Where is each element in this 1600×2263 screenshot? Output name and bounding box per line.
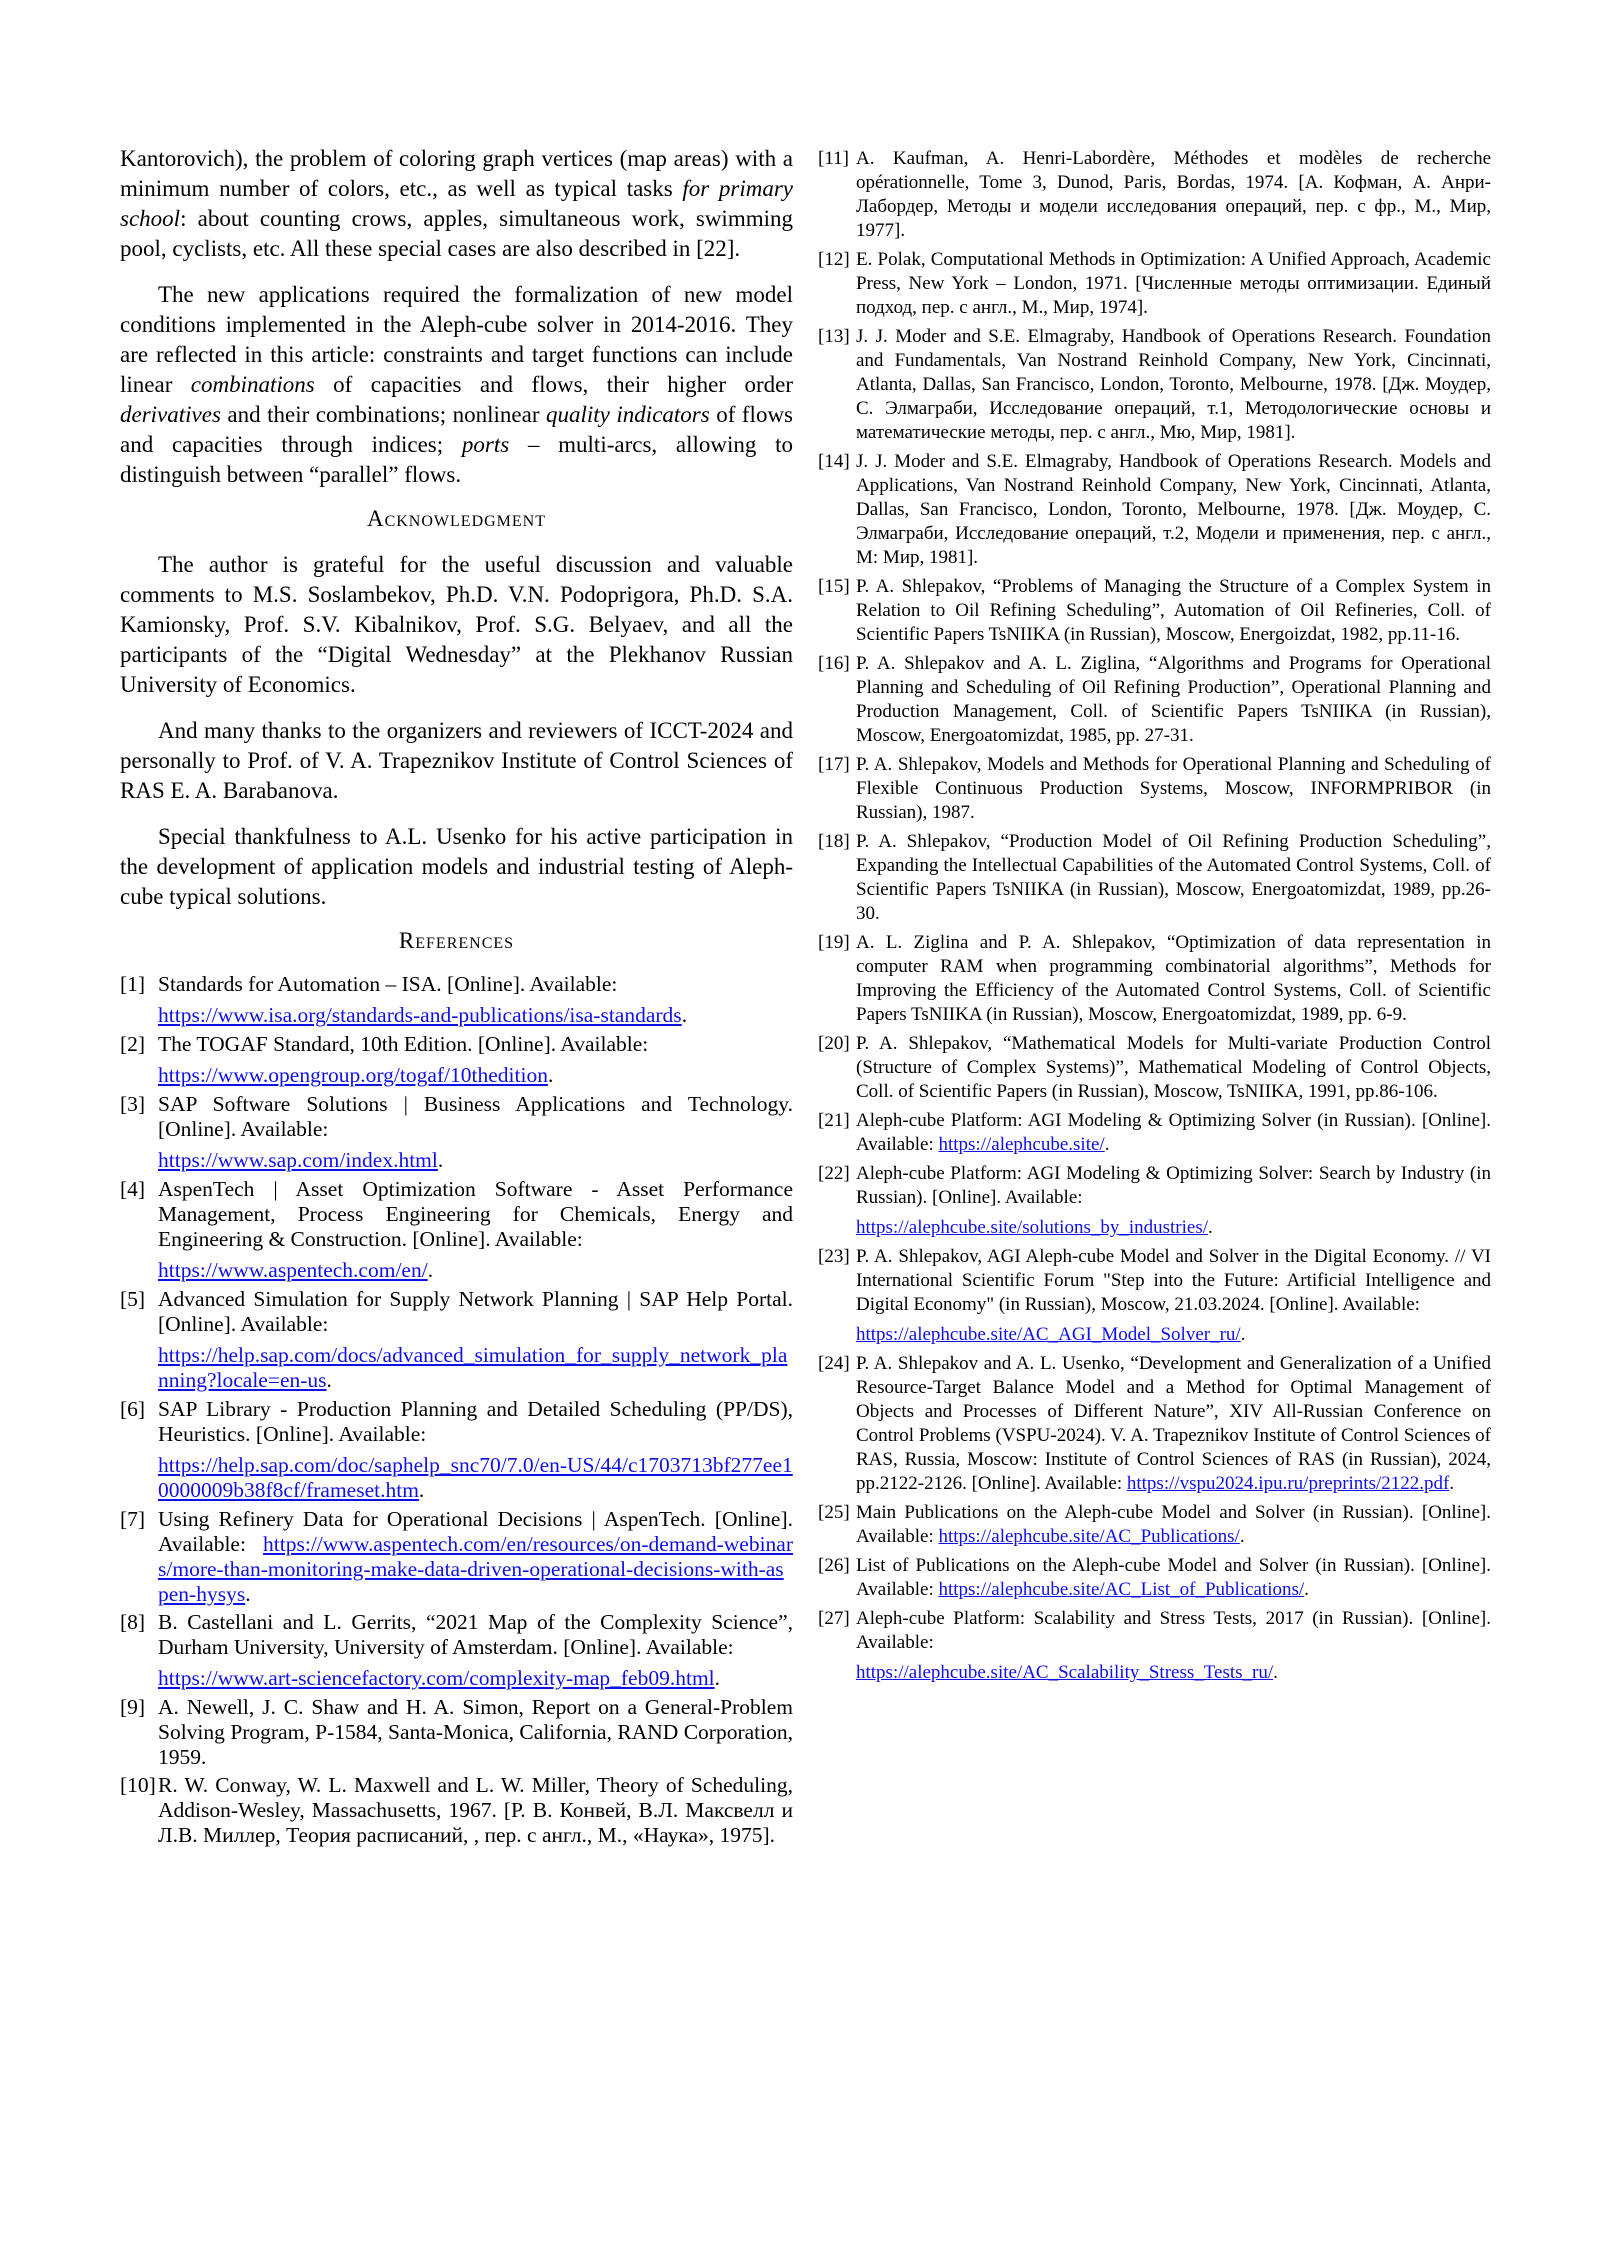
reference-link[interactable]: https://www.isa.org/standards-and-publications/isa-standards bbox=[158, 1003, 682, 1027]
reference-link[interactable]: https://alephcube.site/AC_Publications/ bbox=[938, 1526, 1240, 1547]
reference-label: [22] bbox=[818, 1163, 850, 1184]
reference-label: [5] bbox=[120, 1287, 146, 1311]
reference-text: A. Newell, J. C. Shaw and H. A. Simon, Report on a General-Problem Solving Program, P-1584, Santa-Monica, California, RAND Corporation, 1959. bbox=[158, 1695, 793, 1769]
reference-label: [20] bbox=[818, 1033, 850, 1054]
reference-text: P. A. Shlepakov, “Production Model of Oil Refining Production Scheduling”, Expanding the Intellectual Capabilities of the Automated Control Systems, Coll. of Scientific Papers TsNIIKA (in Russian), Moscow, Energoatomizdat, 1989, pp.26-30. bbox=[856, 831, 1491, 924]
link-tail: . bbox=[437, 1148, 444, 1172]
reference-text: R. W. Conway, W. L. Maxwell and L. W. Miller, Theory of Scheduling, Addison-Wesley, Massachusetts, 1967. [Р. В. Конвей, В.Л. Максвелл и Л.В. Миллер, Теория расписаний, , пер. с англ., М., «Наука», 1975]. bbox=[158, 1773, 793, 1847]
url-line bbox=[856, 1323, 1491, 1347]
acknowledgment-paragraphs bbox=[120, 550, 793, 912]
reference-text: P. A. Shlepakov and A. L. Ziglina, “Algorithms and Programs for Operational Planning and Scheduling of Oil Refining Production”, Operational Planning and Production Management, Coll. of Scientific Papers TsNIIKA (in Russian), Moscow, Energoatomizdat, 1985, pp. 27-31. bbox=[856, 653, 1491, 746]
reference-link[interactable]: https://www.art-sciencefactory.com/complexity-map_feb09.html bbox=[158, 1666, 715, 1690]
left-column bbox=[120, 144, 793, 1851]
reference-label: [14] bbox=[818, 451, 850, 472]
body-paragraphs bbox=[120, 144, 793, 490]
link-tail: . bbox=[1273, 1662, 1278, 1683]
reference-item bbox=[818, 450, 1491, 570]
reference-item bbox=[120, 1610, 793, 1691]
reference-item bbox=[818, 830, 1491, 926]
reference-label: [18] bbox=[818, 831, 850, 852]
reference-label: [23] bbox=[818, 1246, 850, 1267]
url-line bbox=[158, 1453, 793, 1503]
reference-text: P. A. Shlepakov, “Mathematical Models for Multi-variate Production Control (Structure of Complex Systems)”, Mathematical Modeling of Control Objects, Coll. of Scientific Papers (in Russian), Moscow, TsNIIKA, 1991, pp.86-106. bbox=[856, 1033, 1491, 1102]
reference-item bbox=[818, 1245, 1491, 1347]
paragraph-text: : about counting crows, apples, simultaneous work, swimming pool, cyclists, etc. All these special cases are also described in [22]. bbox=[120, 206, 793, 261]
right-column bbox=[818, 147, 1491, 1690]
reference-text: E. Polak, Computational Methods in Optimization: A Unified Approach, Academic Press, New York – London, 1971. [Численные методы оптимизации. Единый подход, пер. с англ., М., Мир, 1974]. bbox=[856, 249, 1491, 318]
url-line bbox=[856, 1661, 1491, 1685]
link-tail: . bbox=[714, 1666, 721, 1690]
acknowledgment-heading: Acknowledgment bbox=[366, 506, 547, 531]
link-tail: . bbox=[418, 1478, 425, 1502]
reference-label: [11] bbox=[818, 148, 849, 169]
reference-link[interactable]: https://www.aspentech.com/en/ bbox=[158, 1258, 428, 1282]
body-paragraph bbox=[120, 550, 793, 700]
body-paragraph bbox=[120, 280, 793, 490]
reference-item bbox=[818, 1352, 1491, 1496]
reference-item bbox=[120, 1092, 793, 1173]
reference-item bbox=[818, 652, 1491, 748]
url-line bbox=[856, 1216, 1491, 1240]
reference-label: [17] bbox=[818, 754, 850, 775]
reference-text: Standards for Automation – ISA. [Online]. Available: bbox=[158, 972, 618, 996]
reference-text: J. J. Moder and S.E. Elmagraby, Handbook of Operations Research. Models and Applications, Van Nostrand Reinhold Company, New York, Cincinnati, Atlanta, Dallas, San Francisco, London, Toronto, Melbourne, 1978. [Дж. Моудер, С. Элмаграби, Исследование операций, т.2, Модели и применения, пер. с англ., М: Мир, 1981]. bbox=[856, 451, 1491, 568]
reference-label: [25] bbox=[818, 1502, 850, 1523]
reference-text: P. A. Shlepakov, Models and Methods for Operational Planning and Scheduling of Flexible Continuous Production Systems, Moscow, INFORMPRIBOR (in Russian), 1987. bbox=[856, 754, 1491, 823]
reference-link[interactable]: https://www.opengroup.org/togaf/10thedition bbox=[158, 1063, 548, 1087]
link-tail: . bbox=[1240, 1324, 1246, 1345]
link-tail: . bbox=[681, 1003, 688, 1027]
reference-text: SAP Library - Production Planning and Detailed Scheduling (PP/DS), Heuristics. [Online]. Available: bbox=[158, 1397, 793, 1446]
reference-link[interactable]: https://vspu2024.ipu.ru/preprints/2122.pdf bbox=[1126, 1473, 1450, 1494]
reference-text: . bbox=[1104, 1134, 1110, 1155]
reference-label: [12] bbox=[818, 249, 850, 270]
paragraph-text: of capacities and flows, their higher order bbox=[314, 372, 793, 397]
reference-text: Using Refinery Data for Operational Decisions | AspenTech. [Online]. Available: bbox=[158, 1507, 793, 1556]
reference-label: [7] bbox=[120, 1507, 146, 1531]
reference-text: J. J. Moder and S.E. Elmagraby, Handbook of Operations Research. Foundation and Fundamentals, Van Nostrand Reinhold Company, New York, Cincinnati, Atlanta, Dallas, San Francisco, London, Toronto, Melbourne, 1978. [Дж. Моудер, С. Элмаграби, Исследование операций, т.1, Методологические основы и математические методы, пер. с англ., Мю, Мир, 1981]. bbox=[856, 326, 1491, 443]
reference-label: [19] bbox=[818, 932, 850, 953]
reference-label: [1] bbox=[120, 972, 146, 996]
reference-item bbox=[120, 1397, 793, 1503]
paragraph-text: The new applications required the formalization of new model conditions implemented in the Aleph-cube solver in 2014-2016. They are reflected in this article: constraints and target functions can include linear bbox=[120, 282, 793, 397]
link-tail: . bbox=[1208, 1217, 1213, 1238]
link-tail: . bbox=[547, 1063, 554, 1087]
reference-item bbox=[818, 325, 1491, 445]
paragraph-text: – multi-arcs, allowing to distinguish between “parallel” flows. bbox=[120, 432, 793, 487]
reference-label: [21] bbox=[818, 1110, 850, 1131]
reference-text: Advanced Simulation for Supply Network Planning | SAP Help Portal. [Online]. Available: bbox=[158, 1287, 793, 1336]
link-tail: . bbox=[427, 1258, 434, 1282]
reference-item bbox=[120, 1695, 793, 1770]
reference-item bbox=[818, 1607, 1491, 1685]
reference-text: SAP Software Solutions | Business Applications and Technology. [Online]. Available: bbox=[158, 1092, 793, 1141]
paragraph-text: The author is grateful for the useful discussion and valuable comments to M.S. Soslambekov, Ph.D. V.N. Podoprigora, Ph.D. S.A. Kamionsky, Prof. S.V. Kibalnikov, Prof. S.G. Belyaev, and all the participants of the “Digital Wednesday” at the Plekhanov Russian University of Economics. bbox=[120, 552, 793, 697]
reference-text: Aleph-cube Platform: AGI Modeling & Optimizing Solver: Search by Industry (in Russian). [Online]. Available: bbox=[856, 1163, 1491, 1208]
reference-item bbox=[120, 1773, 793, 1848]
reference-item bbox=[120, 1177, 793, 1283]
body-paragraph bbox=[120, 822, 793, 912]
reference-item bbox=[818, 147, 1491, 243]
reference-text: The TOGAF Standard, 10th Edition. [Online]. Available: bbox=[158, 1032, 649, 1056]
reference-text: List of Publications on the Aleph-cube Model and Solver (in Russian). [Online]. Available: bbox=[856, 1555, 1491, 1600]
url-line bbox=[158, 1666, 793, 1691]
italic-text: for primary school bbox=[120, 176, 793, 231]
reference-text: . bbox=[1239, 1526, 1245, 1547]
reference-link[interactable]: https://help.sap.com/docs/advanced_simulation_for_supply_network_planning?locale=en-us bbox=[158, 1343, 788, 1392]
italic-text: derivatives bbox=[120, 402, 221, 427]
reference-item bbox=[818, 1554, 1491, 1602]
reference-label: [15] bbox=[818, 576, 850, 597]
reference-text: . bbox=[245, 1582, 251, 1606]
reference-text: . bbox=[1304, 1579, 1309, 1600]
reference-link[interactable]: https://alephcube.site/ bbox=[938, 1134, 1105, 1155]
reference-label: [27] bbox=[818, 1608, 850, 1629]
reference-item bbox=[818, 1109, 1491, 1157]
reference-item bbox=[120, 1287, 793, 1393]
reference-text: Main Publications on the Aleph-cube Model and Solver (in Russian). [Online]. Available: bbox=[856, 1502, 1491, 1547]
reference-link[interactable]: https://alephcube.site/AC_List_of_Publications/ bbox=[938, 1579, 1305, 1600]
paragraph-text: Kantorovich), the problem of coloring graph vertices (map areas) with a minimum number of colors, etc., as well as typical tasks bbox=[120, 146, 793, 201]
url-line bbox=[158, 1063, 793, 1088]
reference-label: [16] bbox=[818, 653, 850, 674]
reference-link[interactable]: https://alephcube.site/solutions_by_industries/ bbox=[856, 1217, 1209, 1238]
reference-item bbox=[818, 1032, 1491, 1104]
link-tail: . bbox=[326, 1368, 332, 1392]
url-line bbox=[158, 1258, 793, 1283]
reference-label: [10] bbox=[120, 1773, 156, 1797]
reference-text: P. A. Shlepakov and A. L. Usenko, “Development and Generalization of a Unified Resource-Target Balance Model and a Method for Optimal Management of Objects and Processes of Different Nature”, XIV All-Russian Conference on Control Problems (VSPU-2024). V. A. Trapeznikov Institute of Control Sciences of RAS, Russia, Moscow: Institute of Control Sciences of RAS (in Russian), 2024, pp.2122-2126. [Online]. Available: bbox=[856, 1353, 1491, 1494]
paragraph-text: of flows and capacities through indices; bbox=[120, 402, 793, 457]
reference-label: [4] bbox=[120, 1177, 146, 1201]
reference-text: P. A. Shlepakov, “Problems of Managing the Structure of a Complex System in Relation to Oil Refining Scheduling”, Automation of Oil Refineries, Coll. of Scientific Papers TsNIIKA (in Russian), Moscow, Energoizdat, 1982, pp.11-16. bbox=[856, 576, 1491, 645]
url-line bbox=[158, 1003, 793, 1028]
reference-label: [6] bbox=[120, 1397, 146, 1421]
italic-text: combinations bbox=[190, 372, 315, 397]
italic-text: ports bbox=[461, 432, 510, 457]
reference-text: P. A. Shlepakov, AGI Aleph-cube Model and Solver in the Digital Economy. // VI International Scientific Forum "Step into the Future: Artificial Intelligence and Digital Economy" (in Russian), Moscow, 21.03.2024. [Online]. Available: bbox=[856, 1246, 1491, 1315]
url-line bbox=[158, 1343, 793, 1393]
reference-label: [13] bbox=[818, 326, 850, 347]
reference-text: Aleph-cube Platform: Scalability and Stress Tests, 2017 (in Russian). [Online]. Available: bbox=[856, 1608, 1491, 1653]
references-list-left bbox=[120, 972, 793, 1848]
reference-link[interactable]: https://alephcube.site/AC_AGI_Model_Solver_ru/ bbox=[856, 1324, 1241, 1345]
reference-label: [3] bbox=[120, 1092, 146, 1116]
italic-text: quality indicators bbox=[546, 402, 710, 427]
reference-item bbox=[120, 972, 793, 1028]
paragraph-text: and their combinations; nonlinear bbox=[220, 402, 547, 427]
reference-text: A. L. Ziglina and P. A. Shlepakov, “Optimization of data representation in computer RAM when programming combinatorial algorithms”, Methods for Improving the Efficiency of the Automated Control Systems, Coll. of Scientific Papers TsNIIKA (in Russian), Moscow, Energoatomizdat, 1989, pp. 6-9. bbox=[856, 932, 1491, 1025]
paragraph-text: And many thanks to the organizers and reviewers of ICCT-2024 and personally to Prof. of V. A. Trapeznikov Institute of Control Sciences of RAS E. A. Barabanova. bbox=[120, 718, 793, 803]
reference-link[interactable]: https://alephcube.site/AC_Scalability_Stress_Tests_ru/ bbox=[856, 1662, 1274, 1683]
paragraph-text: Special thankfulness to A.L. Usenko for his active participation in the development of application models and industrial testing of Aleph-cube typical solutions. bbox=[120, 824, 793, 909]
reference-item bbox=[818, 248, 1491, 320]
reference-label: [24] bbox=[818, 1353, 850, 1374]
reference-label: [2] bbox=[120, 1032, 146, 1056]
reference-link[interactable]: https://www.aspentech.com/en/resources/on-demand-webinars/more-than-monitoring-make-data-driven-operational-decisions-with-aspen-hysys bbox=[158, 1532, 793, 1606]
reference-text: B. Castellani and L. Gerrits, “2021 Map of the Complexity Science”, Durham University, University of Amsterdam. [Online]. Available: bbox=[158, 1610, 793, 1659]
reference-text: AspenTech | Asset Optimization Software - Asset Performance Management, Process Engineering for Chemicals, Energy and Engineering & Construction. [Online]. Available: bbox=[158, 1177, 793, 1251]
reference-item bbox=[818, 931, 1491, 1027]
url-line bbox=[158, 1148, 793, 1173]
reference-label: [9] bbox=[120, 1695, 146, 1719]
reference-link[interactable]: https://help.sap.com/doc/saphelp_snc70/7.0/en-US/44/c1703713bf277ee10000009b38f8cf/frameset.htm bbox=[158, 1453, 793, 1502]
reference-item bbox=[818, 1501, 1491, 1549]
body-paragraph bbox=[120, 716, 793, 806]
reference-item bbox=[818, 1162, 1491, 1240]
references-heading: References bbox=[398, 928, 515, 953]
reference-item bbox=[818, 575, 1491, 647]
reference-item bbox=[818, 753, 1491, 825]
reference-item bbox=[120, 1507, 793, 1607]
reference-text: A. Kaufman, A. Henri-Labordère, Méthodes et modèles de recherche opérationnelle, Tome 3, Dunod, Paris, Bordas, 1974. [А. Кофман, А. Анри-Лабордер, Методы и модели исследования операций, пер. с фр., М., Мир, 1977]. bbox=[856, 148, 1491, 241]
reference-item bbox=[120, 1032, 793, 1088]
reference-text: Aleph-cube Platform: AGI Modeling & Optimizing Solver (in Russian). [Online]. Available: bbox=[856, 1110, 1491, 1155]
reference-text: . bbox=[1449, 1473, 1455, 1494]
references-list-right bbox=[818, 147, 1491, 1685]
reference-label: [26] bbox=[818, 1555, 850, 1576]
reference-label: [8] bbox=[120, 1610, 146, 1634]
body-paragraph bbox=[120, 144, 793, 264]
reference-link[interactable]: https://www.sap.com/index.html bbox=[158, 1148, 438, 1172]
